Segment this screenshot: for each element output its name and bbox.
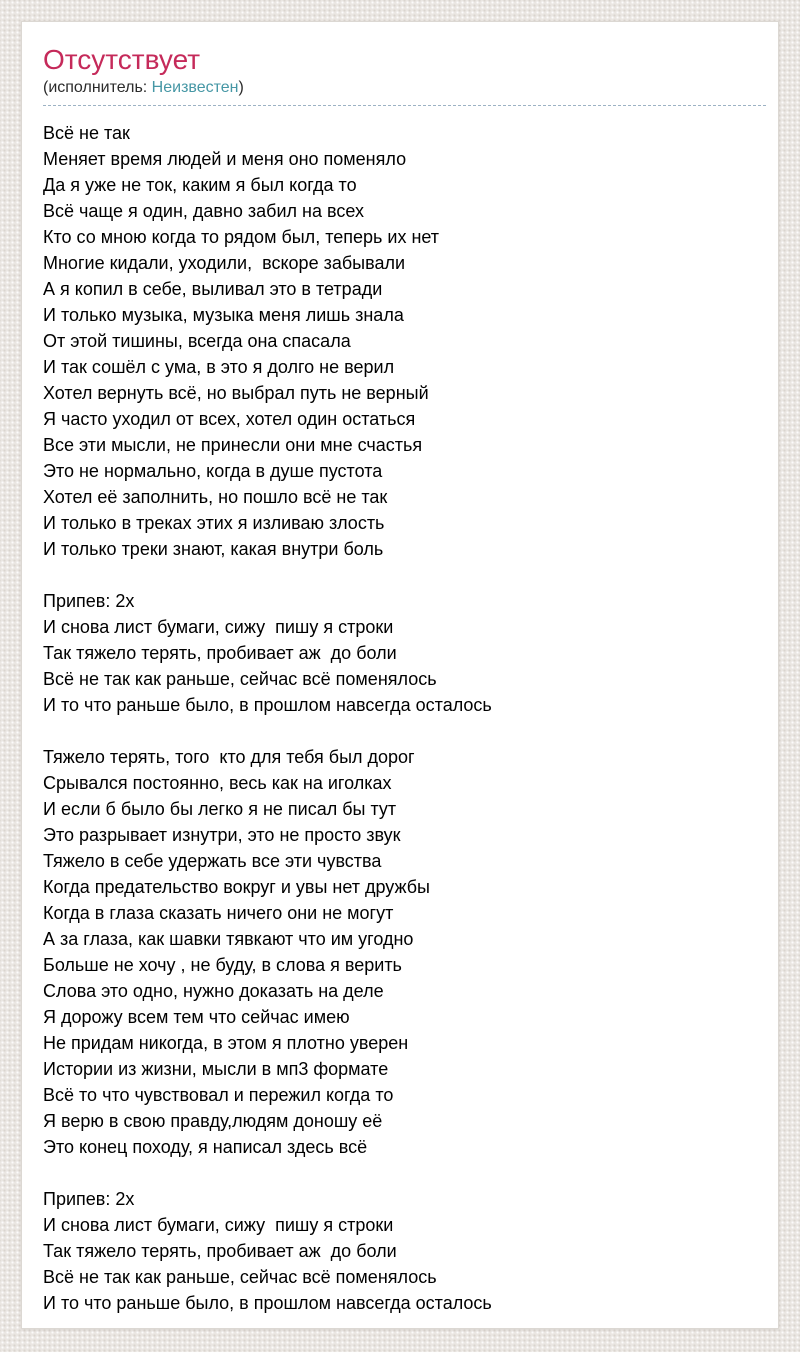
lyric-line: И так сошёл с ума, в это я долго не верил [43, 357, 395, 377]
lyric-line: И то что раньше было, в прошлом навсегда осталось [43, 1293, 492, 1313]
lyric-line: Когда в глаза сказать ничего они не могут [43, 903, 394, 923]
lyric-line: Я верю в свою правду,людям доношу её [43, 1111, 383, 1131]
lyric-line: Я часто уходил от всех, хотел один остаться [43, 409, 416, 429]
lyric-line: Так тяжело терять, пробивает аж до боли [43, 643, 397, 663]
lyric-line: Всё не так [43, 123, 130, 143]
lyric-line: И если б было бы легко я не писал бы тут [43, 799, 397, 819]
lyric-blank-line [43, 1160, 757, 1186]
lyric-line: Все эти мысли, не принесли они мне счастья [43, 435, 423, 455]
lyric-line: Больше не хочу , не буду, в слова я верить [43, 955, 402, 975]
lyric-line: Тяжело в себе удержать все эти чувства [43, 851, 382, 871]
lyric-line: Когда предательство вокруг и увы нет дружбы [43, 877, 430, 897]
lyric-line: Истории из жизни, мысли в мп3 формате [43, 1059, 389, 1079]
lyric-blank-line [43, 718, 757, 744]
lyric-line: А я копил в себе, выливал это в тетради [43, 279, 383, 299]
lyric-line: Многие кидали, уходили, вскоре забывали [43, 253, 406, 273]
lyric-line: Да я уже не ток, каким я был когда то [43, 175, 357, 195]
lyric-line: Это конец походу, я написал здесь всё [43, 1137, 368, 1157]
lyric-line: Не придам никогда, в этом я плотно уверен [43, 1033, 409, 1053]
lyric-line: И снова лист бумаги, сижу пишу я строки [43, 617, 394, 637]
song-title: Отсутствует [43, 44, 201, 75]
lyric-line: И только треки знают, какая внутри боль [43, 539, 384, 559]
content-card [21, 21, 779, 1329]
lyric-line: Припев: 2х [43, 591, 135, 611]
lyric-line: И снова лист бумаги, сижу пишу я строки [43, 1215, 394, 1235]
artist-link[interactable]: Неизвестен [151, 79, 239, 96]
lyric-line: Так тяжело терять, пробивает аж до боли [43, 1241, 397, 1261]
artist-line [43, 78, 766, 106]
lyric-line: Меняет время людей и меня оно поменяло [43, 149, 407, 169]
lyric-line: Я дорожу всем тем что сейчас имею [43, 1007, 350, 1027]
lyric-line: Всё не так как раньше, сейчас всё поменялось [43, 669, 437, 689]
lyric-line: Слова это одно, нужно доказать на деле [43, 981, 384, 1001]
lyric-line: Это разрывает изнутри, это не просто звук [43, 825, 401, 845]
lyric-line: И только в треках этих я изливаю злость [43, 513, 385, 533]
artist-label-suffix: ) [238, 79, 244, 96]
content-area [22, 22, 778, 1316]
lyric-line: И только музыка, музыка меня лишь знала [43, 305, 404, 325]
lyric-line: Всё не так как раньше, сейчас всё поменялось [43, 1267, 437, 1287]
lyric-line: И то что раньше было, в прошлом навсегда осталось [43, 695, 492, 715]
lyric-line: Кто со мною когда то рядом был, теперь их нет [43, 227, 440, 247]
lyrics-text [43, 120, 766, 1316]
lyric-line: Хотел её заполнить, но пошло всё не так [43, 487, 388, 507]
lyric-blank-line [43, 562, 757, 588]
lyric-line: Хотел вернуть всё, но выбрал путь не верный [43, 383, 429, 403]
lyric-line: Тяжело терять, того кто для тебя был дорог [43, 747, 415, 767]
lyric-line: Всё чаще я один, давно забил на всех [43, 201, 364, 221]
lyric-line: Всё то что чувствовал и пережил когда то [43, 1085, 394, 1105]
lyric-line: А за глаза, как шавки тявкают что им угодно [43, 929, 414, 949]
lyric-line: Это не нормально, когда в душе пустота [43, 461, 383, 481]
lyric-line: От этой тишины, всегда она спасала [43, 331, 351, 351]
lyric-line: Припев: 2х [43, 1189, 135, 1209]
lyric-line: Срывался постоянно, весь как на иголках [43, 773, 392, 793]
artist-label-prefix: (исполнитель: [43, 79, 152, 96]
